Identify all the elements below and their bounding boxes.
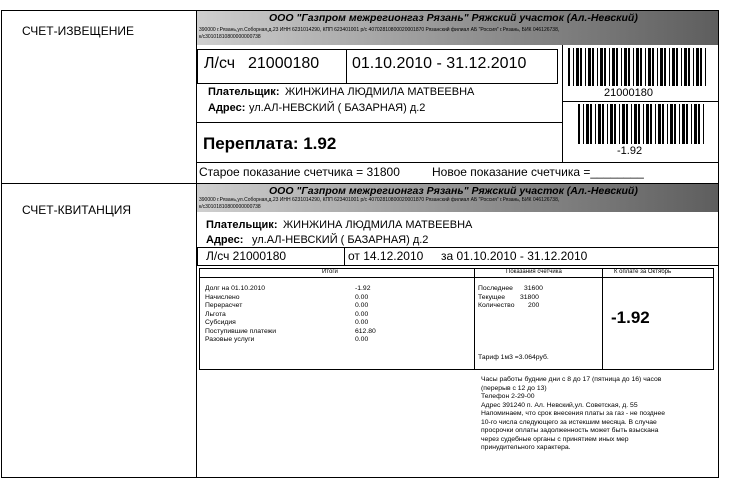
info-line: Часы работы будние дни с 8 до 17 (пятница до 16) часов [481, 376, 662, 383]
totals-list [205, 285, 465, 345]
receipt-table-col1 [474, 268, 475, 370]
list-item: Поступившие платежи 612.80 [205, 327, 376, 335]
receipt-account-divider [344, 247, 345, 266]
info-line: принудительного характера. [481, 444, 571, 451]
info-line: через судебные органы с принятием иных мер [481, 435, 629, 443]
notice-address: ул.АЛ-НЕВСКИЙ ( БАЗАРНАЯ) д.2 [249, 102, 426, 114]
list-item: Текущее 31800 [478, 293, 539, 301]
info-line: просрочки оплаты задолженность может быть взыскана [481, 427, 659, 434]
list-item: Начислено 0.00 [205, 293, 369, 301]
receipt-payer-name: ЖИНЖИНА ЛЮДМИЛА МАТВЕЕВНА [283, 219, 473, 231]
receipt-period: за 01.10.2010 - 31.12.2010 [441, 249, 588, 263]
receipt-table-col2 [602, 268, 603, 370]
account-barcode [568, 48, 710, 86]
amount-due: -1.92 [611, 308, 650, 327]
info-line: Телефон 2-29-00 [481, 393, 535, 400]
list-item: Разовые услуги 0.00 [205, 336, 369, 343]
company-requisites-line1: 390000 г.Рязань,ул.Соборная,д.23 ИНН 6231014290, КПП 623401001 р/с 40702810800020001870 Рязанский филиал АБ "Россия" г.Рязань, БИК 046126738, [199, 27, 560, 33]
meter-new-reading: Новое показание счетчика =________ [432, 165, 644, 179]
list-item: Льгота 0.00 [205, 310, 369, 318]
company-name: ООО "Газпром межрегионгаз Рязань" Ряжский участок (Ал.-Невский) [269, 12, 638, 24]
notice-address-label: Адрес: [208, 102, 246, 114]
receipt-table-header-line [199, 277, 714, 278]
receipt-company-requisites-line1: 390000 г.Рязань,ул.Соборная,д.23 ИНН 6231014290, КПП 623401001 р/с 40702810800020001870 Рязанский филиал АБ "Россия" г.Рязань, БИК 046126738, [199, 197, 560, 203]
notice-period: 01.10.2010 - 31.12.2010 [352, 55, 527, 72]
barcode-column-divider [562, 45, 563, 162]
notice-account-number: 21000180 [248, 55, 320, 72]
info-line: Адрес 391240 п. Ал. Невский,ул. Советская, д. 55 [481, 401, 638, 409]
receipt-address-label: Адрес: [206, 234, 244, 246]
meter-old-reading: Старое показание счетчика = 31800 [199, 165, 400, 179]
meter-line-divider [197, 162, 719, 163]
receipt-payer-label: Плательщик: [206, 219, 278, 231]
info-line: Напоминаем, что срок внесения платы за газ - не позднее [481, 410, 666, 417]
notice-mid-divider [197, 122, 562, 123]
receipt-company-name: ООО "Газпром межрегионгаз Рязань" Ряжский участок (Ал.-Невский) [269, 185, 638, 197]
tariff: Тариф 1м3 =3.064руб. [478, 354, 549, 361]
notice-payer-name: ЖИНЖИНА ЛЮДМИЛА МАТВЕЕВНА [285, 86, 475, 98]
receipt-company-requisites-line2: к/с30101810800000000738 [199, 204, 261, 210]
notice-account-label: Л/сч [204, 55, 236, 72]
amount-barcode [578, 104, 708, 144]
list-item: Субсидия 0.00 [205, 319, 369, 326]
info-line: 10-го числа следующего за истекшим месяца. В случае [481, 418, 657, 426]
receipt-section-label: СЧЕТ-КВИТАНЦИЯ [22, 203, 131, 217]
list-item: Долг на 01.10.2010 -1.92 [205, 285, 371, 292]
list-item: Перерасчет 0.00 [205, 302, 369, 309]
company-banner [197, 11, 718, 45]
notice-payer-label: Плательщик: [208, 86, 280, 98]
notice-section-label: СЧЕТ-ИЗВЕЩЕНИЕ [22, 24, 135, 38]
receipt-date-from: от 14.12.2010 [348, 249, 424, 263]
office-info [481, 376, 717, 453]
list-item: Количество 200 [478, 302, 540, 309]
company-requisites-line2: к/с30101810800000000738 [199, 34, 261, 40]
info-line: (перерыв с 12 до 13) [481, 384, 547, 392]
table-header-pay: К оплате за Октябрь [614, 269, 672, 275]
table-header-totals: Итоги [322, 269, 338, 275]
account-barcode-text: 21000180 [604, 87, 653, 99]
overpayment-amount: Переплата: 1.92 [203, 134, 337, 153]
receipt-address: ул.АЛ-НЕВСКИЙ ( БАЗАРНАЯ) д.2 [252, 234, 429, 246]
amount-barcode-text: -1.92 [617, 145, 643, 157]
notice-account-divider [346, 49, 347, 84]
meter-list [478, 285, 598, 311]
table-header-meter: Показания счетчика [506, 269, 562, 275]
receipt-company-banner [197, 184, 718, 212]
list-item: Последнее 31600 [478, 285, 543, 292]
receipt-account: Л/сч 21000180 [206, 249, 287, 263]
barcode-divider [562, 101, 719, 102]
